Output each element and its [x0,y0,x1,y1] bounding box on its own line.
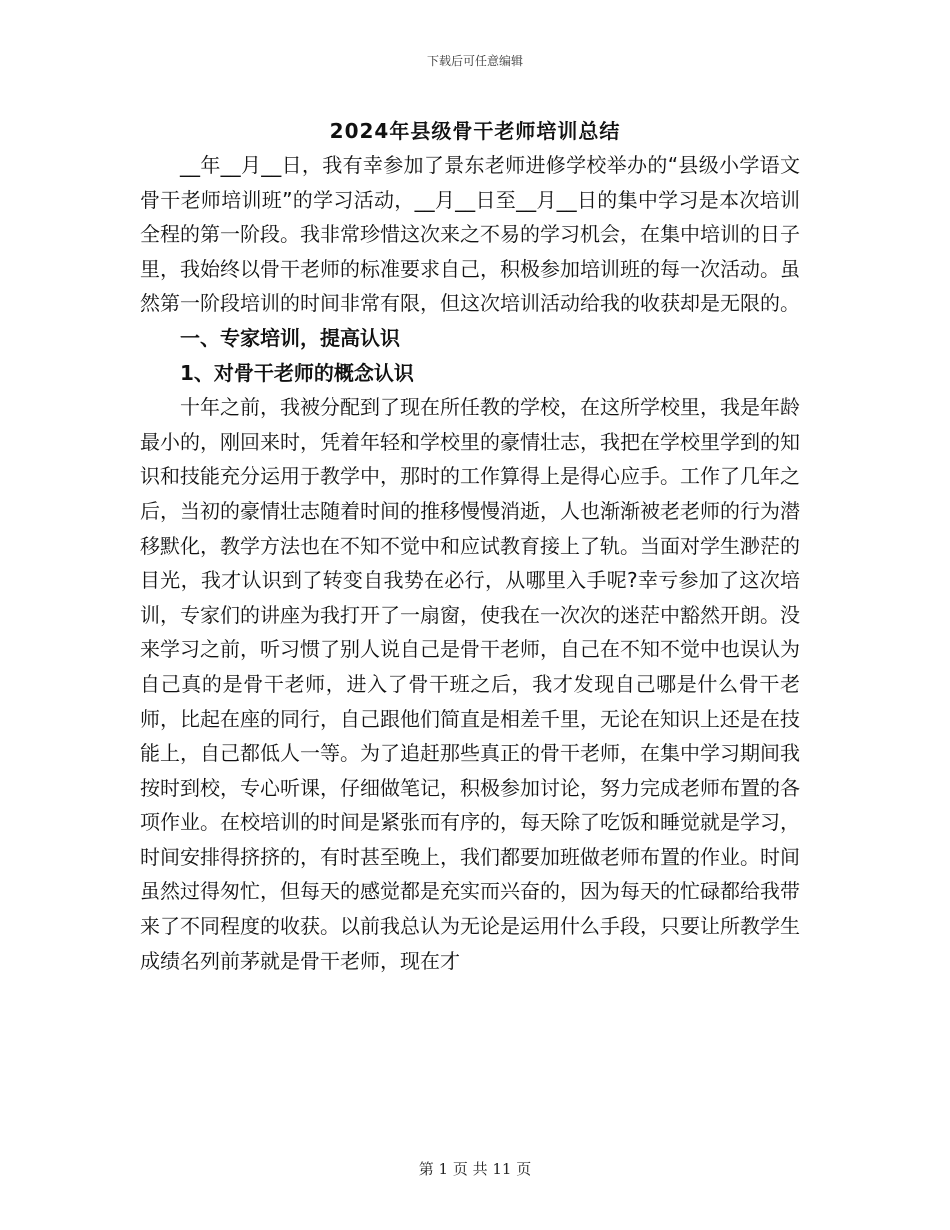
header-note: 下载后可任意编辑 [426,54,523,68]
document-title: 2024年县级骨干老师培训总结 [329,119,621,143]
intro-paragraph: __年__月__日，我有幸参加了景东老师进修学校举办的“县级小学语文骨干老师培训班”的学习活动，__月__日至__月__日的集中学习是本次培训全程的第一阶段。我非常珍惜这次来之不易的学习机会，在集中培训的日子里，我始终以骨干老师的标准要求自己，积极参加培训班的每一次活动。虽然第一阶段培训的时间非常有限，但这次培训活动给我的收获却是无限的。 [140,153,800,316]
section-heading: 一、专家培训，提高认识 [180,325,400,350]
body-paragraph: 十年之前，我被分配到了现在所任教的学校，在这所学校里，我是年龄最小的，刚回来时，凭着年轻和学校里的豪情壮志，我把在学校里学到的知识和技能充分运用于教学中，那时的工作算得上是得心应手。工作了几年之后，当初的豪情壮志随着时间的推移慢慢消逝，人也渐渐被老老师的行为潜移默化，教学方法也在不知不觉中和应试教育接上了轨。当面对学生渺茫的目光，我才认识到了转变自我势在必行，从哪里入手呢?幸亏参加了这次培训，专家们的讲座为我打开了一扇窗，使我在一次次的迷茫中豁然开朗。没来学习之前，听习惯了别人说自己是骨干老师，自己在不知不觉中也误认为自己真的是骨干老师，进入了骨干班之后，我才发现自己哪是什么骨干老师，比起在座的同行，自己跟他们简直是相差千里，无论在知识上还是在技能上，自己都低人一等。为了追赶那些真正的骨干老师，在集中学习期间我按时到校，专心听课，仔细做笔记，积极参加讨论，努力完成老师布置的各项作业。在校培训的时间是紧张而有序的，每天除了吃饭和睡觉就是学习，时间安排得挤挤的，有时甚至晚上，我们都要加班做老师布置的作业。时间虽然过得匆忙，但每天的感觉都是充实而兴奋的，因为每天的忙碌都给我带来了不同程度的收获。以前我总认为无论是运用什么手段，只要让所教学生成绩名列前茅就是骨干老师，现在才 [140,395,800,973]
document-body [140,148,800,978]
page-footer: 第 1 页 共 11 页 [418,1160,532,1178]
subsection-heading: 1、对骨干老师的概念认识 [180,360,414,385]
